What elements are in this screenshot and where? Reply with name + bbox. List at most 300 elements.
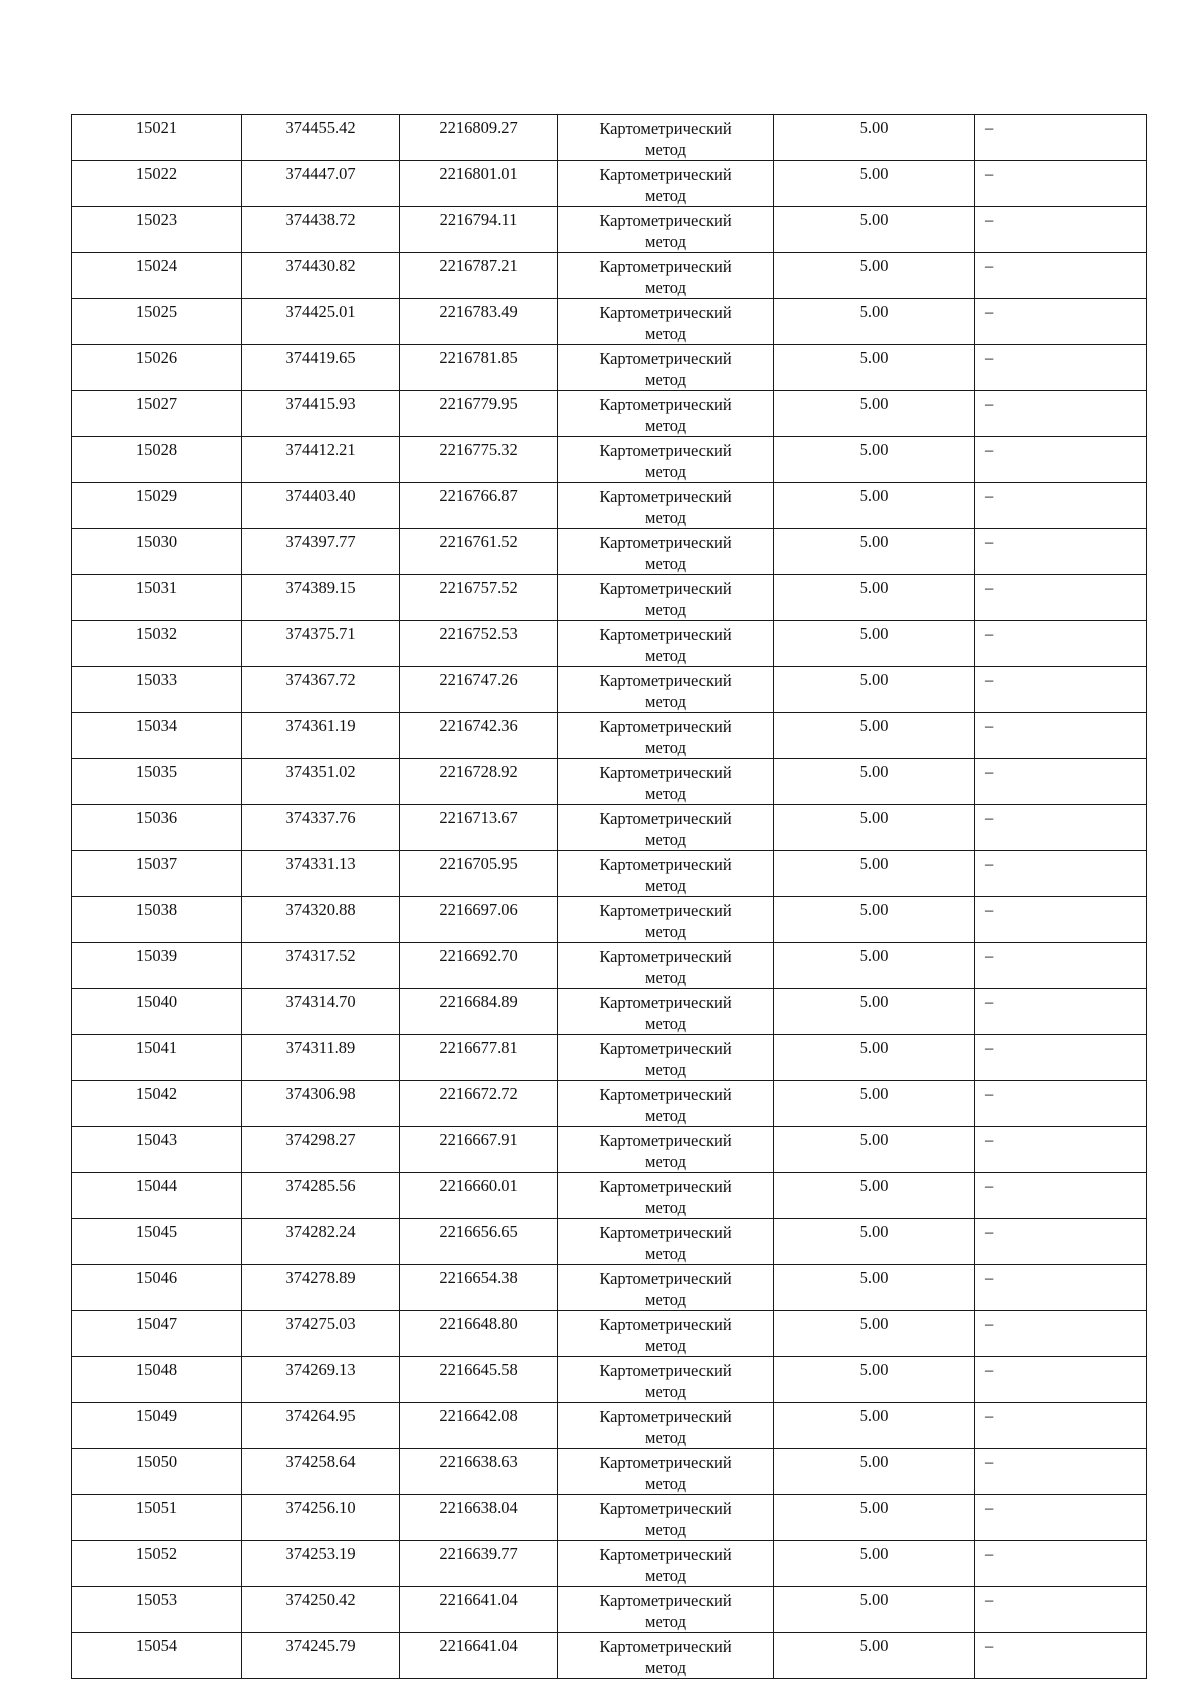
method-line-2: метод [645, 692, 686, 711]
method-line-1: Картометрический [599, 257, 732, 276]
accuracy-cell: 5.00 [774, 391, 975, 437]
method-cell [558, 667, 774, 713]
description-cell: – [975, 437, 1147, 483]
point-number-cell: 15050 [72, 1449, 242, 1495]
method-cell [558, 851, 774, 897]
method-line-2: метод [645, 278, 686, 297]
description-cell: – [975, 943, 1147, 989]
accuracy-cell: 5.00 [774, 897, 975, 943]
method-line-1: Картометрический [599, 211, 732, 230]
accuracy-cell: 5.00 [774, 207, 975, 253]
method-line-1: Картометрический [599, 1545, 732, 1564]
y-coordinate-cell: 2216684.89 [400, 989, 558, 1035]
point-number-cell: 15046 [72, 1265, 242, 1311]
description-cell: – [975, 1127, 1147, 1173]
method-line-1: Картометрический [599, 1315, 732, 1334]
method-line-1: Картометрический [599, 487, 732, 506]
x-coordinate-cell: 374256.10 [242, 1495, 400, 1541]
accuracy-cell: 5.00 [774, 1035, 975, 1081]
y-coordinate-cell: 2216641.04 [400, 1633, 558, 1679]
table-row [72, 805, 1147, 851]
point-number-cell: 15024 [72, 253, 242, 299]
point-number-cell: 15049 [72, 1403, 242, 1449]
x-coordinate-cell: 374430.82 [242, 253, 400, 299]
point-number-cell: 15032 [72, 621, 242, 667]
method-cell [558, 759, 774, 805]
method-line-2: метод [645, 232, 686, 251]
method-line-2: метод [645, 830, 686, 849]
point-number-cell: 15029 [72, 483, 242, 529]
point-number-cell: 15027 [72, 391, 242, 437]
table-row [72, 1081, 1147, 1127]
description-cell: – [975, 161, 1147, 207]
point-number-cell: 15021 [72, 115, 242, 161]
y-coordinate-cell: 2216794.11 [400, 207, 558, 253]
accuracy-cell: 5.00 [774, 805, 975, 851]
point-number-cell: 15043 [72, 1127, 242, 1173]
accuracy-cell: 5.00 [774, 1173, 975, 1219]
method-line-2: метод [645, 508, 686, 527]
method-line-2: метод [645, 140, 686, 159]
table-row [72, 253, 1147, 299]
method-line-2: метод [645, 1658, 686, 1677]
y-coordinate-cell: 2216672.72 [400, 1081, 558, 1127]
description-cell: – [975, 805, 1147, 851]
accuracy-cell: 5.00 [774, 529, 975, 575]
method-line-1: Картометрический [599, 1085, 732, 1104]
table-row [72, 115, 1147, 161]
method-line-2: метод [645, 554, 686, 573]
x-coordinate-cell: 374264.95 [242, 1403, 400, 1449]
method-line-1: Картометрический [599, 533, 732, 552]
y-coordinate-cell: 2216761.52 [400, 529, 558, 575]
x-coordinate-cell: 374447.07 [242, 161, 400, 207]
table-row [72, 529, 1147, 575]
description-cell: – [975, 1449, 1147, 1495]
x-coordinate-cell: 374314.70 [242, 989, 400, 1035]
accuracy-cell: 5.00 [774, 667, 975, 713]
y-coordinate-cell: 2216667.91 [400, 1127, 558, 1173]
point-number-cell: 15030 [72, 529, 242, 575]
coordinates-table [71, 114, 1147, 1679]
method-line-1: Картометрический [599, 625, 732, 644]
accuracy-cell: 5.00 [774, 437, 975, 483]
y-coordinate-cell: 2216783.49 [400, 299, 558, 345]
method-line-2: метод [645, 1198, 686, 1217]
table-row [72, 713, 1147, 759]
accuracy-cell: 5.00 [774, 713, 975, 759]
accuracy-cell: 5.00 [774, 989, 975, 1035]
point-number-cell: 15054 [72, 1633, 242, 1679]
point-number-cell: 15051 [72, 1495, 242, 1541]
y-coordinate-cell: 2216752.53 [400, 621, 558, 667]
x-coordinate-cell: 374403.40 [242, 483, 400, 529]
point-number-cell: 15036 [72, 805, 242, 851]
point-number-cell: 15034 [72, 713, 242, 759]
method-line-1: Картометрический [599, 717, 732, 736]
method-cell [558, 1633, 774, 1679]
table-row [72, 897, 1147, 943]
y-coordinate-cell: 2216641.04 [400, 1587, 558, 1633]
method-cell [558, 1587, 774, 1633]
description-cell: – [975, 1495, 1147, 1541]
point-number-cell: 15035 [72, 759, 242, 805]
method-line-2: метод [645, 1014, 686, 1033]
x-coordinate-cell: 374269.13 [242, 1357, 400, 1403]
method-line-2: метод [645, 462, 686, 481]
method-line-1: Картометрический [599, 1269, 732, 1288]
method-cell [558, 299, 774, 345]
y-coordinate-cell: 2216638.04 [400, 1495, 558, 1541]
method-cell [558, 989, 774, 1035]
y-coordinate-cell: 2216728.92 [400, 759, 558, 805]
x-coordinate-cell: 374306.98 [242, 1081, 400, 1127]
point-number-cell: 15037 [72, 851, 242, 897]
method-line-2: метод [645, 1060, 686, 1079]
description-cell: – [975, 1587, 1147, 1633]
method-cell [558, 345, 774, 391]
accuracy-cell: 5.00 [774, 1541, 975, 1587]
point-number-cell: 15044 [72, 1173, 242, 1219]
method-line-2: метод [645, 1428, 686, 1447]
x-coordinate-cell: 374419.65 [242, 345, 400, 391]
accuracy-cell: 5.00 [774, 1311, 975, 1357]
method-line-2: метод [645, 186, 686, 205]
point-number-cell: 15042 [72, 1081, 242, 1127]
table-row [72, 1357, 1147, 1403]
y-coordinate-cell: 2216713.67 [400, 805, 558, 851]
table-row [72, 1495, 1147, 1541]
method-line-2: метод [645, 1152, 686, 1171]
y-coordinate-cell: 2216781.85 [400, 345, 558, 391]
y-coordinate-cell: 2216654.38 [400, 1265, 558, 1311]
y-coordinate-cell: 2216766.87 [400, 483, 558, 529]
point-number-cell: 15026 [72, 345, 242, 391]
point-number-cell: 15045 [72, 1219, 242, 1265]
x-coordinate-cell: 374375.71 [242, 621, 400, 667]
description-cell: – [975, 345, 1147, 391]
description-cell: – [975, 253, 1147, 299]
method-line-2: метод [645, 1336, 686, 1355]
method-line-1: Картометрический [599, 441, 732, 460]
y-coordinate-cell: 2216645.58 [400, 1357, 558, 1403]
method-cell [558, 1265, 774, 1311]
y-coordinate-cell: 2216656.65 [400, 1219, 558, 1265]
accuracy-cell: 5.00 [774, 1403, 975, 1449]
x-coordinate-cell: 374438.72 [242, 207, 400, 253]
point-number-cell: 15053 [72, 1587, 242, 1633]
method-line-2: метод [645, 876, 686, 895]
table-row [72, 1541, 1147, 1587]
description-cell: – [975, 989, 1147, 1035]
method-line-2: метод [645, 646, 686, 665]
method-line-1: Картометрический [599, 1637, 732, 1656]
x-coordinate-cell: 374320.88 [242, 897, 400, 943]
point-number-cell: 15025 [72, 299, 242, 345]
accuracy-cell: 5.00 [774, 1219, 975, 1265]
y-coordinate-cell: 2216779.95 [400, 391, 558, 437]
table-row [72, 1127, 1147, 1173]
table-row [72, 299, 1147, 345]
point-number-cell: 15038 [72, 897, 242, 943]
method-line-2: метод [645, 324, 686, 343]
method-line-1: Картометрический [599, 1499, 732, 1518]
table-row [72, 989, 1147, 1035]
method-cell [558, 161, 774, 207]
method-line-1: Картометрический [599, 395, 732, 414]
description-cell: – [975, 391, 1147, 437]
y-coordinate-cell: 2216648.80 [400, 1311, 558, 1357]
table-row [72, 575, 1147, 621]
method-line-2: метод [645, 416, 686, 435]
method-cell [558, 943, 774, 989]
x-coordinate-cell: 374361.19 [242, 713, 400, 759]
point-number-cell: 15041 [72, 1035, 242, 1081]
description-cell: – [975, 575, 1147, 621]
accuracy-cell: 5.00 [774, 1633, 975, 1679]
table-row [72, 851, 1147, 897]
description-cell: – [975, 207, 1147, 253]
point-number-cell: 15040 [72, 989, 242, 1035]
method-line-2: метод [645, 968, 686, 987]
table-row [72, 667, 1147, 713]
method-cell [558, 1173, 774, 1219]
method-line-1: Картометрический [599, 809, 732, 828]
table-row [72, 483, 1147, 529]
point-number-cell: 15039 [72, 943, 242, 989]
method-line-2: метод [645, 1520, 686, 1539]
table-row [72, 1403, 1147, 1449]
method-line-2: метод [645, 1244, 686, 1263]
method-line-1: Картометрический [599, 947, 732, 966]
method-line-1: Картометрический [599, 993, 732, 1012]
x-coordinate-cell: 374245.79 [242, 1633, 400, 1679]
y-coordinate-cell: 2216692.70 [400, 943, 558, 989]
description-cell: – [975, 759, 1147, 805]
method-cell [558, 207, 774, 253]
method-line-1: Картометрический [599, 303, 732, 322]
point-number-cell: 15023 [72, 207, 242, 253]
x-coordinate-cell: 374455.42 [242, 115, 400, 161]
x-coordinate-cell: 374275.03 [242, 1311, 400, 1357]
table-body [72, 115, 1147, 1679]
accuracy-cell: 5.00 [774, 345, 975, 391]
table-row [72, 345, 1147, 391]
accuracy-cell: 5.00 [774, 1081, 975, 1127]
method-line-1: Картометрический [599, 349, 732, 368]
method-line-1: Картометрический [599, 1177, 732, 1196]
point-number-cell: 15022 [72, 161, 242, 207]
accuracy-cell: 5.00 [774, 1495, 975, 1541]
method-cell [558, 621, 774, 667]
table-row [72, 943, 1147, 989]
x-coordinate-cell: 374415.93 [242, 391, 400, 437]
method-line-1: Картометрический [599, 1039, 732, 1058]
description-cell: – [975, 1403, 1147, 1449]
description-cell: – [975, 115, 1147, 161]
accuracy-cell: 5.00 [774, 759, 975, 805]
description-cell: – [975, 1311, 1147, 1357]
accuracy-cell: 5.00 [774, 253, 975, 299]
description-cell: – [975, 667, 1147, 713]
accuracy-cell: 5.00 [774, 115, 975, 161]
point-number-cell: 15048 [72, 1357, 242, 1403]
method-cell [558, 1311, 774, 1357]
description-cell: – [975, 713, 1147, 759]
x-coordinate-cell: 374250.42 [242, 1587, 400, 1633]
method-cell [558, 1127, 774, 1173]
accuracy-cell: 5.00 [774, 621, 975, 667]
table-row [72, 1173, 1147, 1219]
table-row [72, 207, 1147, 253]
x-coordinate-cell: 374351.02 [242, 759, 400, 805]
description-cell: – [975, 529, 1147, 575]
x-coordinate-cell: 374397.77 [242, 529, 400, 575]
y-coordinate-cell: 2216677.81 [400, 1035, 558, 1081]
y-coordinate-cell: 2216642.08 [400, 1403, 558, 1449]
method-cell [558, 253, 774, 299]
method-cell [558, 897, 774, 943]
method-line-2: метод [645, 1290, 686, 1309]
table-row [72, 621, 1147, 667]
accuracy-cell: 5.00 [774, 299, 975, 345]
x-coordinate-cell: 374311.89 [242, 1035, 400, 1081]
x-coordinate-cell: 374317.52 [242, 943, 400, 989]
method-line-1: Картометрический [599, 855, 732, 874]
table-row [72, 1449, 1147, 1495]
method-line-1: Картометрический [599, 1453, 732, 1472]
point-number-cell: 15033 [72, 667, 242, 713]
method-cell [558, 713, 774, 759]
method-line-1: Картометрический [599, 1407, 732, 1426]
description-cell: – [975, 1633, 1147, 1679]
x-coordinate-cell: 374285.56 [242, 1173, 400, 1219]
x-coordinate-cell: 374278.89 [242, 1265, 400, 1311]
method-cell [558, 1035, 774, 1081]
y-coordinate-cell: 2216787.21 [400, 253, 558, 299]
y-coordinate-cell: 2216757.52 [400, 575, 558, 621]
method-line-1: Картометрический [599, 579, 732, 598]
y-coordinate-cell: 2216747.26 [400, 667, 558, 713]
method-line-2: метод [645, 738, 686, 757]
method-line-2: метод [645, 1566, 686, 1585]
y-coordinate-cell: 2216697.06 [400, 897, 558, 943]
y-coordinate-cell: 2216801.01 [400, 161, 558, 207]
x-coordinate-cell: 374425.01 [242, 299, 400, 345]
x-coordinate-cell: 374389.15 [242, 575, 400, 621]
method-line-1: Картометрический [599, 901, 732, 920]
method-cell [558, 1357, 774, 1403]
method-cell [558, 1219, 774, 1265]
y-coordinate-cell: 2216639.77 [400, 1541, 558, 1587]
table-row [72, 759, 1147, 805]
table-row [72, 1311, 1147, 1357]
method-line-2: метод [645, 600, 686, 619]
method-line-1: Картометрический [599, 165, 732, 184]
description-cell: – [975, 1035, 1147, 1081]
method-line-1: Картометрический [599, 763, 732, 782]
method-cell [558, 529, 774, 575]
y-coordinate-cell: 2216660.01 [400, 1173, 558, 1219]
method-line-1: Картометрический [599, 119, 732, 138]
accuracy-cell: 5.00 [774, 1127, 975, 1173]
table-row [72, 1219, 1147, 1265]
accuracy-cell: 5.00 [774, 851, 975, 897]
accuracy-cell: 5.00 [774, 1265, 975, 1311]
x-coordinate-cell: 374258.64 [242, 1449, 400, 1495]
method-line-2: метод [645, 922, 686, 941]
description-cell: – [975, 1265, 1147, 1311]
description-cell: – [975, 621, 1147, 667]
description-cell: – [975, 1173, 1147, 1219]
method-line-2: метод [645, 1612, 686, 1631]
x-coordinate-cell: 374253.19 [242, 1541, 400, 1587]
description-cell: – [975, 299, 1147, 345]
method-line-2: метод [645, 370, 686, 389]
method-cell [558, 575, 774, 621]
method-cell [558, 1081, 774, 1127]
x-coordinate-cell: 374282.24 [242, 1219, 400, 1265]
method-cell [558, 1495, 774, 1541]
y-coordinate-cell: 2216705.95 [400, 851, 558, 897]
method-line-2: метод [645, 1474, 686, 1493]
accuracy-cell: 5.00 [774, 943, 975, 989]
method-line-1: Картометрический [599, 1131, 732, 1150]
method-cell [558, 1541, 774, 1587]
point-number-cell: 15028 [72, 437, 242, 483]
point-number-cell: 15047 [72, 1311, 242, 1357]
table-row [72, 1633, 1147, 1679]
method-line-1: Картометрический [599, 1591, 732, 1610]
accuracy-cell: 5.00 [774, 161, 975, 207]
method-line-2: метод [645, 1106, 686, 1125]
y-coordinate-cell: 2216809.27 [400, 115, 558, 161]
method-cell [558, 115, 774, 161]
table-row [72, 391, 1147, 437]
accuracy-cell: 5.00 [774, 1449, 975, 1495]
description-cell: – [975, 897, 1147, 943]
accuracy-cell: 5.00 [774, 1587, 975, 1633]
description-cell: – [975, 1219, 1147, 1265]
method-line-2: метод [645, 784, 686, 803]
method-line-1: Картометрический [599, 671, 732, 690]
point-number-cell: 15052 [72, 1541, 242, 1587]
table-row [72, 1035, 1147, 1081]
x-coordinate-cell: 374367.72 [242, 667, 400, 713]
method-line-1: Картометрический [599, 1361, 732, 1380]
y-coordinate-cell: 2216638.63 [400, 1449, 558, 1495]
table-row [72, 1587, 1147, 1633]
table-row [72, 1265, 1147, 1311]
table-row [72, 437, 1147, 483]
x-coordinate-cell: 374298.27 [242, 1127, 400, 1173]
method-line-2: метод [645, 1382, 686, 1401]
method-cell [558, 1449, 774, 1495]
method-cell [558, 391, 774, 437]
x-coordinate-cell: 374331.13 [242, 851, 400, 897]
method-cell [558, 483, 774, 529]
method-cell [558, 1403, 774, 1449]
table-row [72, 161, 1147, 207]
x-coordinate-cell: 374412.21 [242, 437, 400, 483]
method-line-1: Картометрический [599, 1223, 732, 1242]
description-cell: – [975, 1081, 1147, 1127]
y-coordinate-cell: 2216775.32 [400, 437, 558, 483]
y-coordinate-cell: 2216742.36 [400, 713, 558, 759]
accuracy-cell: 5.00 [774, 575, 975, 621]
point-number-cell: 15031 [72, 575, 242, 621]
accuracy-cell: 5.00 [774, 483, 975, 529]
